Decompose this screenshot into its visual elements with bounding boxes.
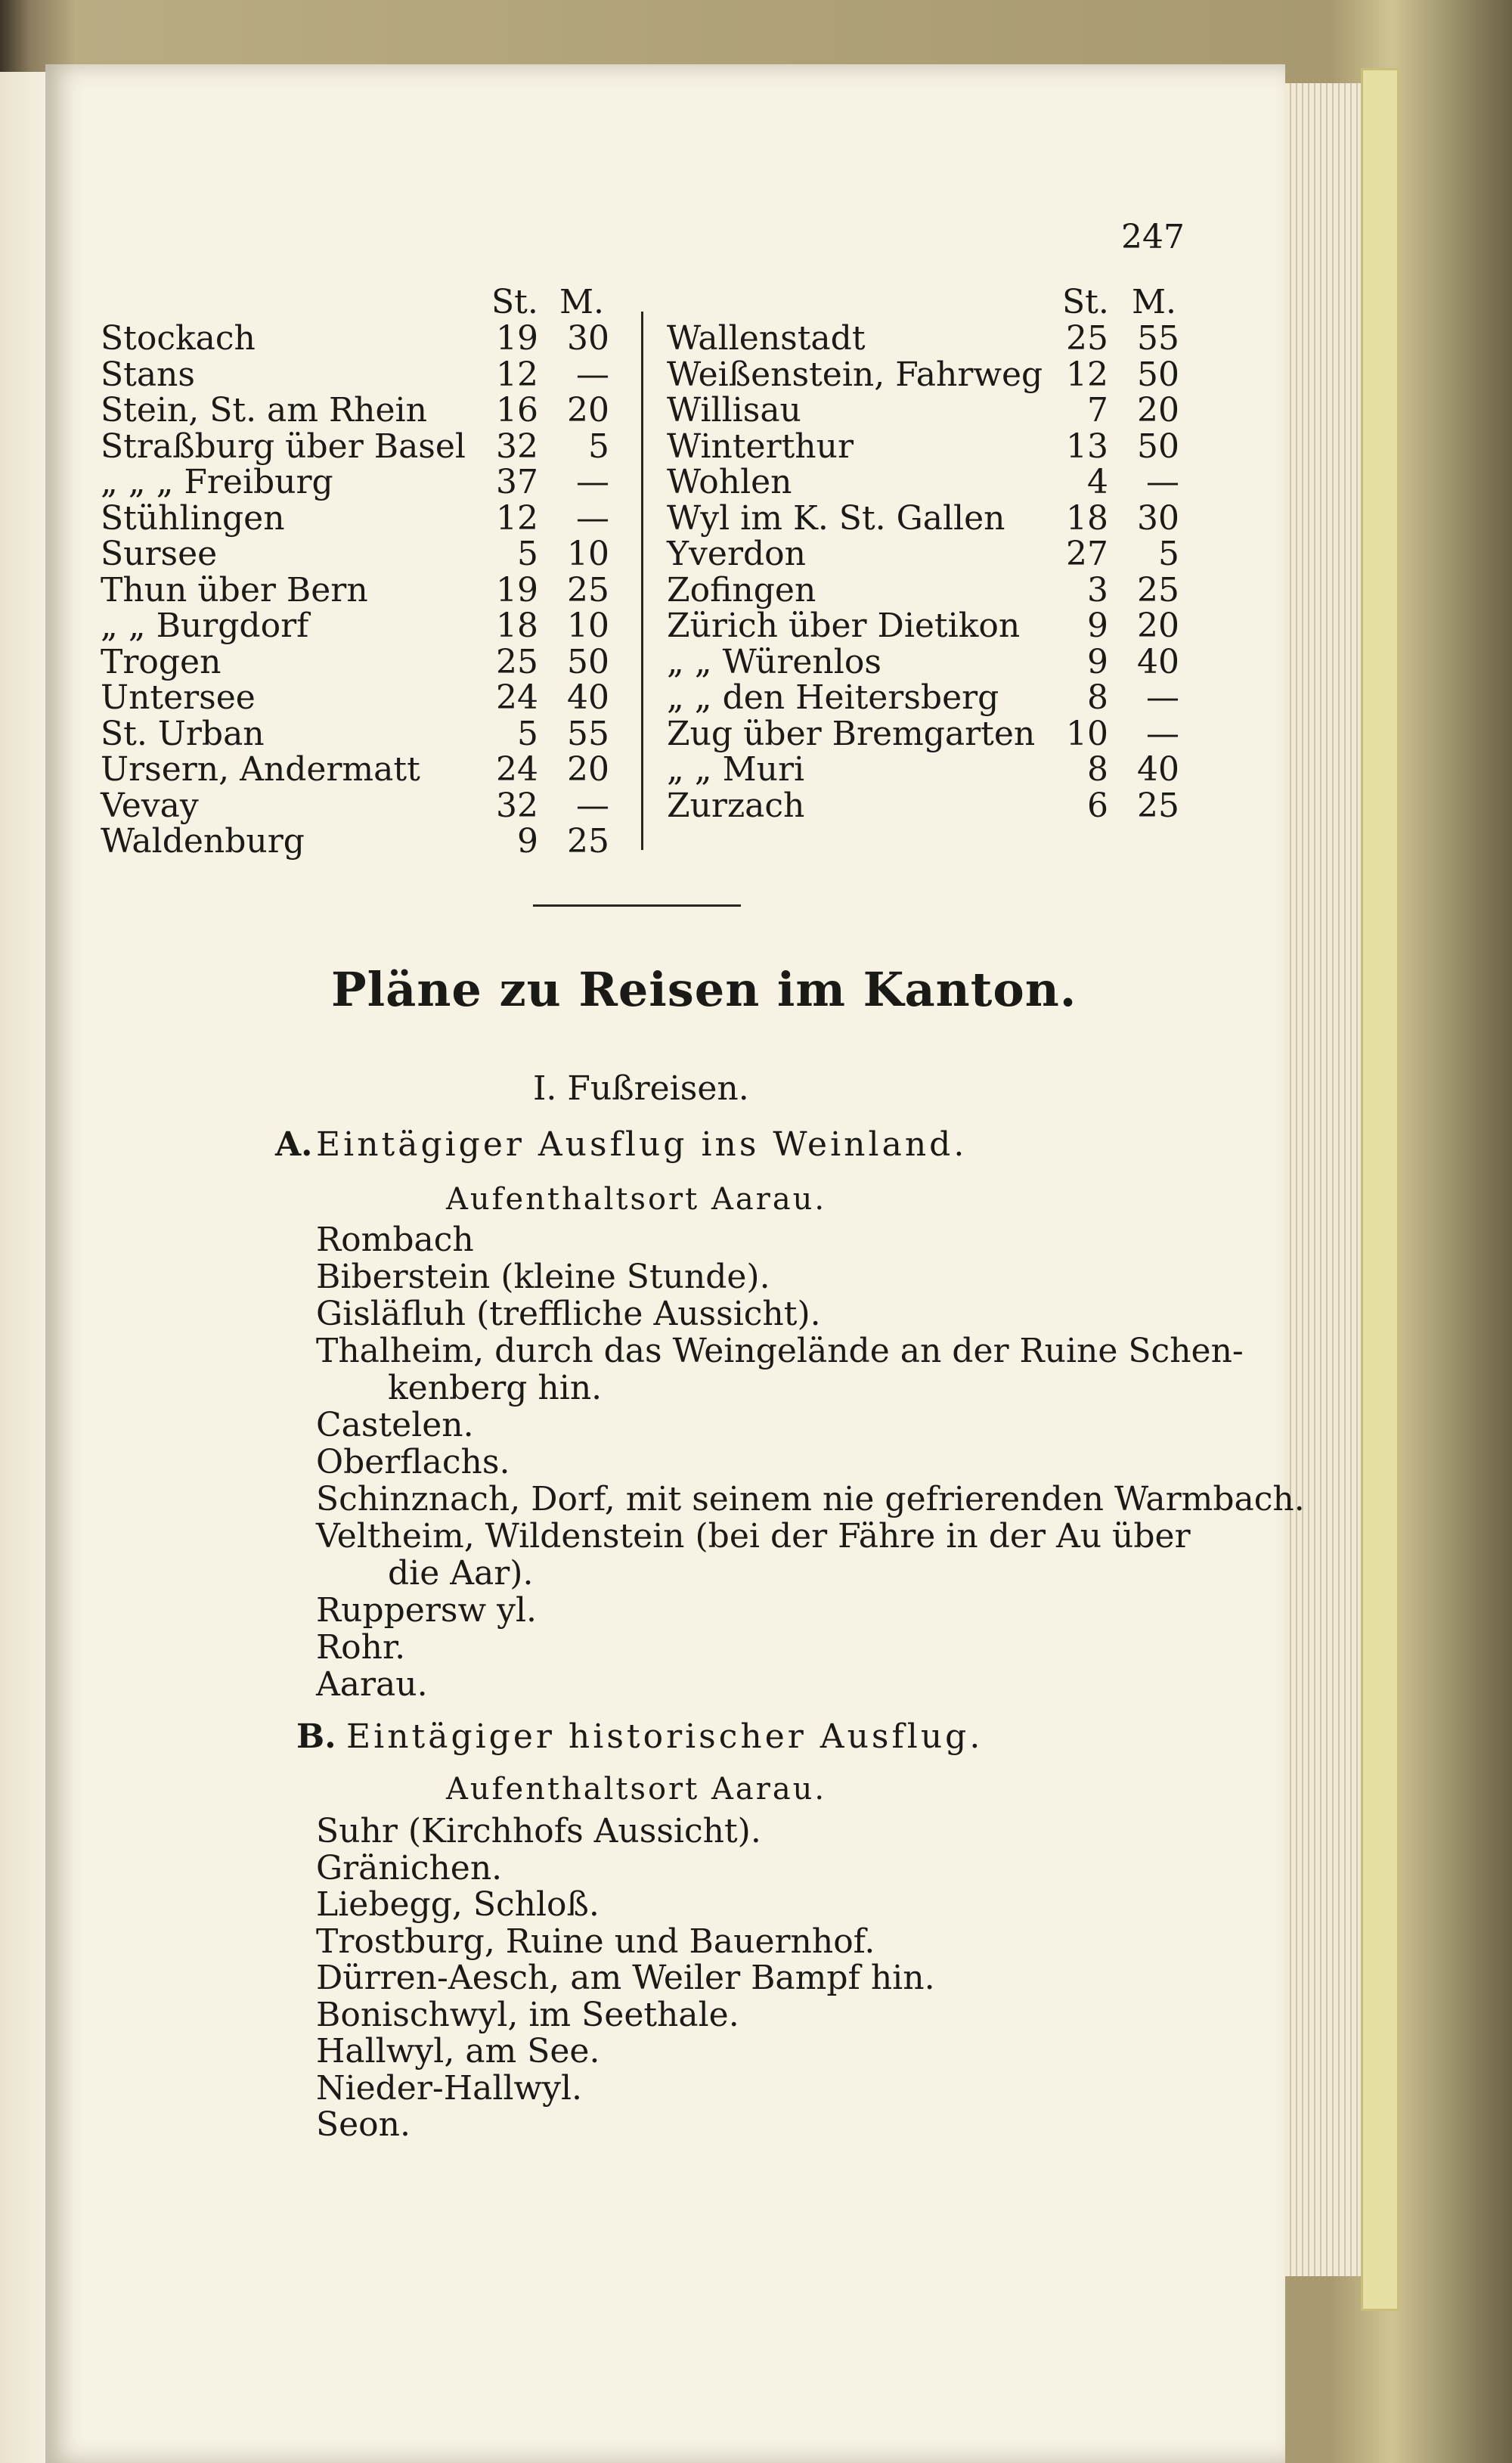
left-row-minuten: 10 (567, 606, 609, 645)
left-row-minuten: — (576, 786, 609, 825)
right-row-name: Wohlen (667, 463, 792, 501)
right-row-minuten: 50 (1137, 427, 1179, 466)
left-row-name: „ „ „ Freiburg (101, 463, 333, 501)
right-row-minuten: 25 (1137, 786, 1179, 825)
itinerary-line: Ruppersw yl. (316, 1591, 538, 1630)
left-row-minuten: 55 (567, 714, 609, 753)
section-b-title: Eintägiger historischer Ausflug. (346, 1717, 984, 1756)
left-row-stunden: 5 (517, 535, 538, 573)
right-header-st: St. (1062, 283, 1109, 321)
left-row-minuten: 40 (567, 678, 609, 717)
itinerary-line: Seon. (316, 2105, 411, 2144)
left-row-name: Straßburg über Basel (101, 427, 466, 466)
right-row-stunden: 18 (1066, 498, 1108, 538)
itinerary-line: Gränichen. (316, 1848, 503, 1888)
section-a-stay: Aufenthaltsort Aarau. (446, 1182, 827, 1217)
left-row-name: „ „ Burgdorf (101, 606, 309, 645)
right-row-minuten: 55 (1137, 319, 1179, 358)
section-rule (533, 904, 741, 907)
itinerary-line: Veltheim, Wildenstein (bei der Fähre in der Au über (316, 1517, 1191, 1556)
right-row-stunden: 3 (1087, 570, 1108, 610)
itinerary-line: kenberg hin. (388, 1369, 603, 1407)
itinerary-line: Hallwyl, am See. (316, 2032, 600, 2071)
left-row-name: St. Urban (101, 714, 265, 753)
left-row-minuten: 20 (567, 391, 609, 430)
itinerary-line: Liebegg, Schloß. (316, 1885, 600, 1924)
right-row-minuten: 40 (1137, 642, 1179, 681)
itinerary-line: die Aar). (388, 1554, 534, 1593)
right-row-minuten: — (1146, 678, 1179, 717)
page-number: 247 (1121, 218, 1185, 256)
right-row-minuten: 50 (1137, 355, 1179, 394)
itinerary-line: Castelen. (316, 1406, 474, 1444)
left-row-minuten: 25 (567, 822, 609, 861)
right-row-stunden: 27 (1066, 535, 1108, 573)
right-row-stunden: 9 (1087, 642, 1108, 681)
right-row-stunden: 6 (1087, 786, 1108, 825)
itinerary-line: Rombach (316, 1221, 474, 1259)
left-row-stunden: 32 (496, 427, 538, 466)
left-row-name: Trogen (101, 642, 222, 681)
itinerary-line: Gisläfluh (treffliche Aussicht). (316, 1295, 821, 1333)
left-row-name: Untersee (101, 678, 256, 717)
right-row-stunden: 8 (1087, 750, 1108, 789)
right-row-name: Willisau (667, 391, 801, 430)
left-header-m: M. (559, 283, 605, 321)
right-row-minuten: 40 (1137, 750, 1179, 789)
left-row-minuten: 30 (567, 319, 609, 358)
right-row-stunden: 4 (1087, 463, 1108, 501)
right-row-stunden: 12 (1066, 355, 1108, 394)
left-row-stunden: 5 (517, 714, 538, 753)
right-row-name: „ „ den Heitersberg (667, 678, 999, 717)
facing-page-edge (0, 72, 45, 2463)
left-row-name: Stühlingen (101, 498, 285, 538)
left-row-name: Stein, St. am Rhein (101, 391, 427, 430)
left-row-minuten: — (576, 355, 609, 394)
right-row-name: „ „ Muri (667, 750, 805, 789)
right-row-minuten: 30 (1137, 498, 1179, 538)
right-row-name: Yverdon (667, 535, 806, 573)
itinerary-line: Biberstein (kleine Stunde). (316, 1258, 770, 1296)
book-cover-edge (1361, 68, 1399, 2311)
itinerary-line: Suhr (Kirchhofs Aussicht). (316, 1812, 761, 1850)
right-row-name: Zug über Bremgarten (667, 714, 1036, 753)
left-row-stunden: 24 (496, 750, 538, 789)
right-row-minuten: 20 (1137, 606, 1179, 645)
left-row-name: Vevay (101, 786, 199, 825)
right-row-stunden: 25 (1066, 319, 1108, 358)
right-row-minuten: — (1146, 714, 1179, 753)
right-row-stunden: 13 (1066, 427, 1108, 466)
right-row-minuten: — (1146, 463, 1179, 501)
itinerary-line: Aarau. (316, 1665, 428, 1704)
right-row-name: Wyl im K. St. Gallen (667, 498, 1005, 538)
main-heading: Pläne zu Reisen im Kanton. (331, 962, 1077, 1017)
left-row-name: Stockach (101, 319, 256, 358)
column-divider (641, 312, 643, 850)
right-row-stunden: 10 (1066, 714, 1108, 753)
right-row-stunden: 7 (1087, 391, 1108, 430)
left-row-minuten: — (576, 463, 609, 501)
itinerary-line: Nieder-Hallwyl. (316, 2068, 583, 2108)
section-a-title: Eintägiger Ausflug ins Weinland. (316, 1125, 968, 1164)
right-row-name: Zurzach (667, 786, 805, 825)
right-row-name: Weißenstein, Fahrweg (667, 355, 1043, 394)
right-row-minuten: 5 (1158, 535, 1179, 573)
left-row-name: Thun über Bern (101, 570, 368, 610)
right-row-name: „ „ Würenlos (667, 642, 881, 681)
itinerary-line: Trostburg, Ruine und Bauernhof. (316, 1922, 875, 1961)
right-row-stunden: 9 (1087, 606, 1108, 645)
right-row-minuten: 20 (1137, 391, 1179, 430)
section-a-letter: A. (275, 1125, 313, 1164)
page-edges (1285, 83, 1361, 2276)
right-header-m: M. (1132, 283, 1177, 321)
right-row-minuten: 25 (1137, 570, 1179, 610)
left-header-st: St. (491, 283, 538, 321)
left-row-stunden: 25 (496, 642, 538, 681)
right-row-name: Zofingen (667, 570, 816, 610)
left-row-name: Stans (101, 355, 195, 394)
right-row-name: Winterthur (667, 427, 854, 466)
section-b-letter: B. (296, 1717, 336, 1756)
left-row-minuten: 25 (567, 570, 609, 610)
left-row-stunden: 12 (496, 355, 538, 394)
left-row-minuten: — (576, 498, 609, 538)
right-row-stunden: 8 (1087, 678, 1108, 717)
left-row-name: Ursern, Andermatt (101, 750, 420, 789)
left-row-minuten: 50 (567, 642, 609, 681)
left-row-minuten: 20 (567, 750, 609, 789)
left-row-minuten: 10 (567, 535, 609, 573)
left-row-name: Sursee (101, 535, 218, 573)
left-row-stunden: 32 (496, 786, 538, 825)
itinerary-line: Schinznach, Dorf, mit seinem nie gefrierenden Warmbach. (316, 1480, 1305, 1518)
left-row-name: Waldenburg (101, 822, 305, 861)
itinerary-line: Dürren-Aesch, am Weiler Bampf hin. (316, 1959, 935, 1997)
left-row-stunden: 37 (496, 463, 538, 501)
left-row-stunden: 19 (496, 319, 538, 358)
right-row-name: Wallenstadt (667, 319, 866, 358)
left-row-stunden: 18 (496, 606, 538, 645)
part-heading: I. Fußreisen. (533, 1069, 749, 1108)
left-row-stunden: 24 (496, 678, 538, 717)
itinerary-line: Bonischwyl, im Seethale. (316, 1995, 739, 2034)
left-row-minuten: 5 (588, 427, 609, 466)
right-row-name: Zürich über Dietikon (667, 606, 1021, 645)
section-b-stay: Aufenthaltsort Aarau. (446, 1772, 827, 1807)
itinerary-line: Oberflachs. (316, 1443, 510, 1481)
left-row-stunden: 9 (517, 822, 538, 861)
itinerary-line: Thalheim, durch das Weingelände an der Ruine Schen- (316, 1332, 1244, 1370)
left-row-stunden: 12 (496, 498, 538, 538)
left-row-stunden: 19 (496, 570, 538, 610)
left-row-stunden: 16 (496, 391, 538, 430)
itinerary-line: Rohr. (316, 1628, 406, 1667)
